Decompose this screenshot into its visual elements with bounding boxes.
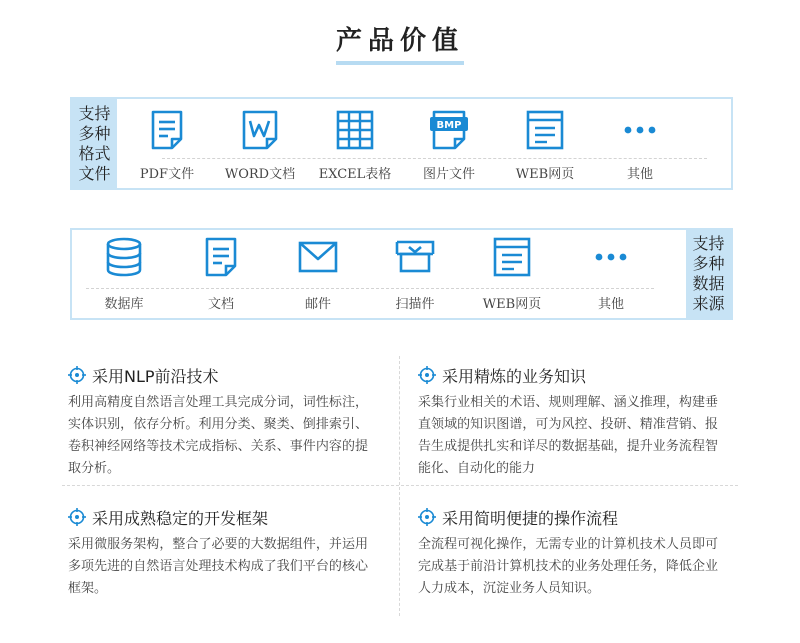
source-label: 文档	[207, 297, 234, 312]
divider	[162, 158, 707, 159]
source-label: 邮件	[304, 297, 331, 312]
database-icon	[104, 236, 144, 278]
page-title: 产品价值	[335, 26, 464, 56]
formats-panel	[70, 97, 733, 190]
excel-table-icon	[335, 109, 375, 151]
feature-title: 采用NLP前沿技术	[92, 366, 219, 386]
feature-text: 采用微服务架构，整合了必要的大数据组件，并运用多项先进的自然语言处理技术构成了我们平台的核心框架。	[68, 537, 368, 596]
document-icon	[201, 236, 241, 278]
divider	[399, 356, 400, 616]
scanner-icon	[392, 236, 438, 278]
feature-title: 采用成熟稳定的开发框架	[92, 508, 269, 528]
format-label: EXCEL表格	[318, 167, 392, 182]
features-section	[62, 350, 738, 620]
svg-text:BMP: BMP	[436, 120, 462, 131]
source-label: 数据库	[104, 297, 144, 312]
pdf-file-icon	[147, 109, 187, 151]
feature-framework	[68, 506, 368, 600]
feature-title: 采用简明便捷的操作流程	[442, 508, 619, 528]
divider	[86, 288, 654, 289]
target-icon	[68, 508, 86, 526]
formats-tag: 支持多种格式文件	[72, 99, 117, 188]
source-label: WEB网页	[482, 297, 542, 312]
feature-nlp	[68, 364, 368, 480]
feature-text: 利用高精度自然语言处理工具完成分词，词性标注，实体识别，依存分析。利用分类、聚类、倒排索引、卷积神经网络等技术完成指标、关系、事件内容的提取分析。	[68, 395, 368, 476]
target-icon	[68, 366, 86, 384]
bmp-image-icon	[429, 109, 469, 151]
feature-text: 全流程可视化操作，无需专业的计算机技术人员即可完成基于前沿计算机技术的业务处理任务，降低企业人力成本，沉淀业务人员知识。	[418, 537, 718, 596]
web-page-icon	[492, 236, 532, 278]
format-label: PDF文件	[139, 167, 195, 182]
feature-workflow	[418, 506, 718, 600]
target-icon	[418, 366, 436, 384]
more-dots-icon	[591, 236, 631, 278]
format-label: WEB网页	[515, 167, 575, 182]
title-underline	[336, 61, 464, 65]
source-label: 其他	[597, 297, 624, 312]
web-page-icon	[525, 109, 565, 151]
feature-title: 采用精炼的业务知识	[442, 366, 587, 386]
target-icon	[418, 508, 436, 526]
sources-tag: 支持多种数据来源	[686, 230, 731, 318]
feature-knowledge	[418, 364, 718, 480]
source-label: 扫描件	[395, 297, 435, 312]
word-doc-icon	[240, 109, 280, 151]
divider	[62, 485, 738, 486]
mail-icon	[295, 236, 341, 278]
format-label: 其他	[626, 167, 653, 182]
format-label: 图片文件	[422, 167, 475, 182]
format-label: WORD文档	[224, 167, 296, 182]
more-dots-icon	[620, 109, 660, 151]
sources-panel	[70, 228, 733, 320]
feature-text: 采集行业相关的术语、规则理解、涵义推理，构建垂直领域的知识图谱，可为风控、投研、精准营销、报告生成提供扎实和详尽的数据基础，提升业务流程智能化、自动化的能力	[418, 395, 718, 476]
